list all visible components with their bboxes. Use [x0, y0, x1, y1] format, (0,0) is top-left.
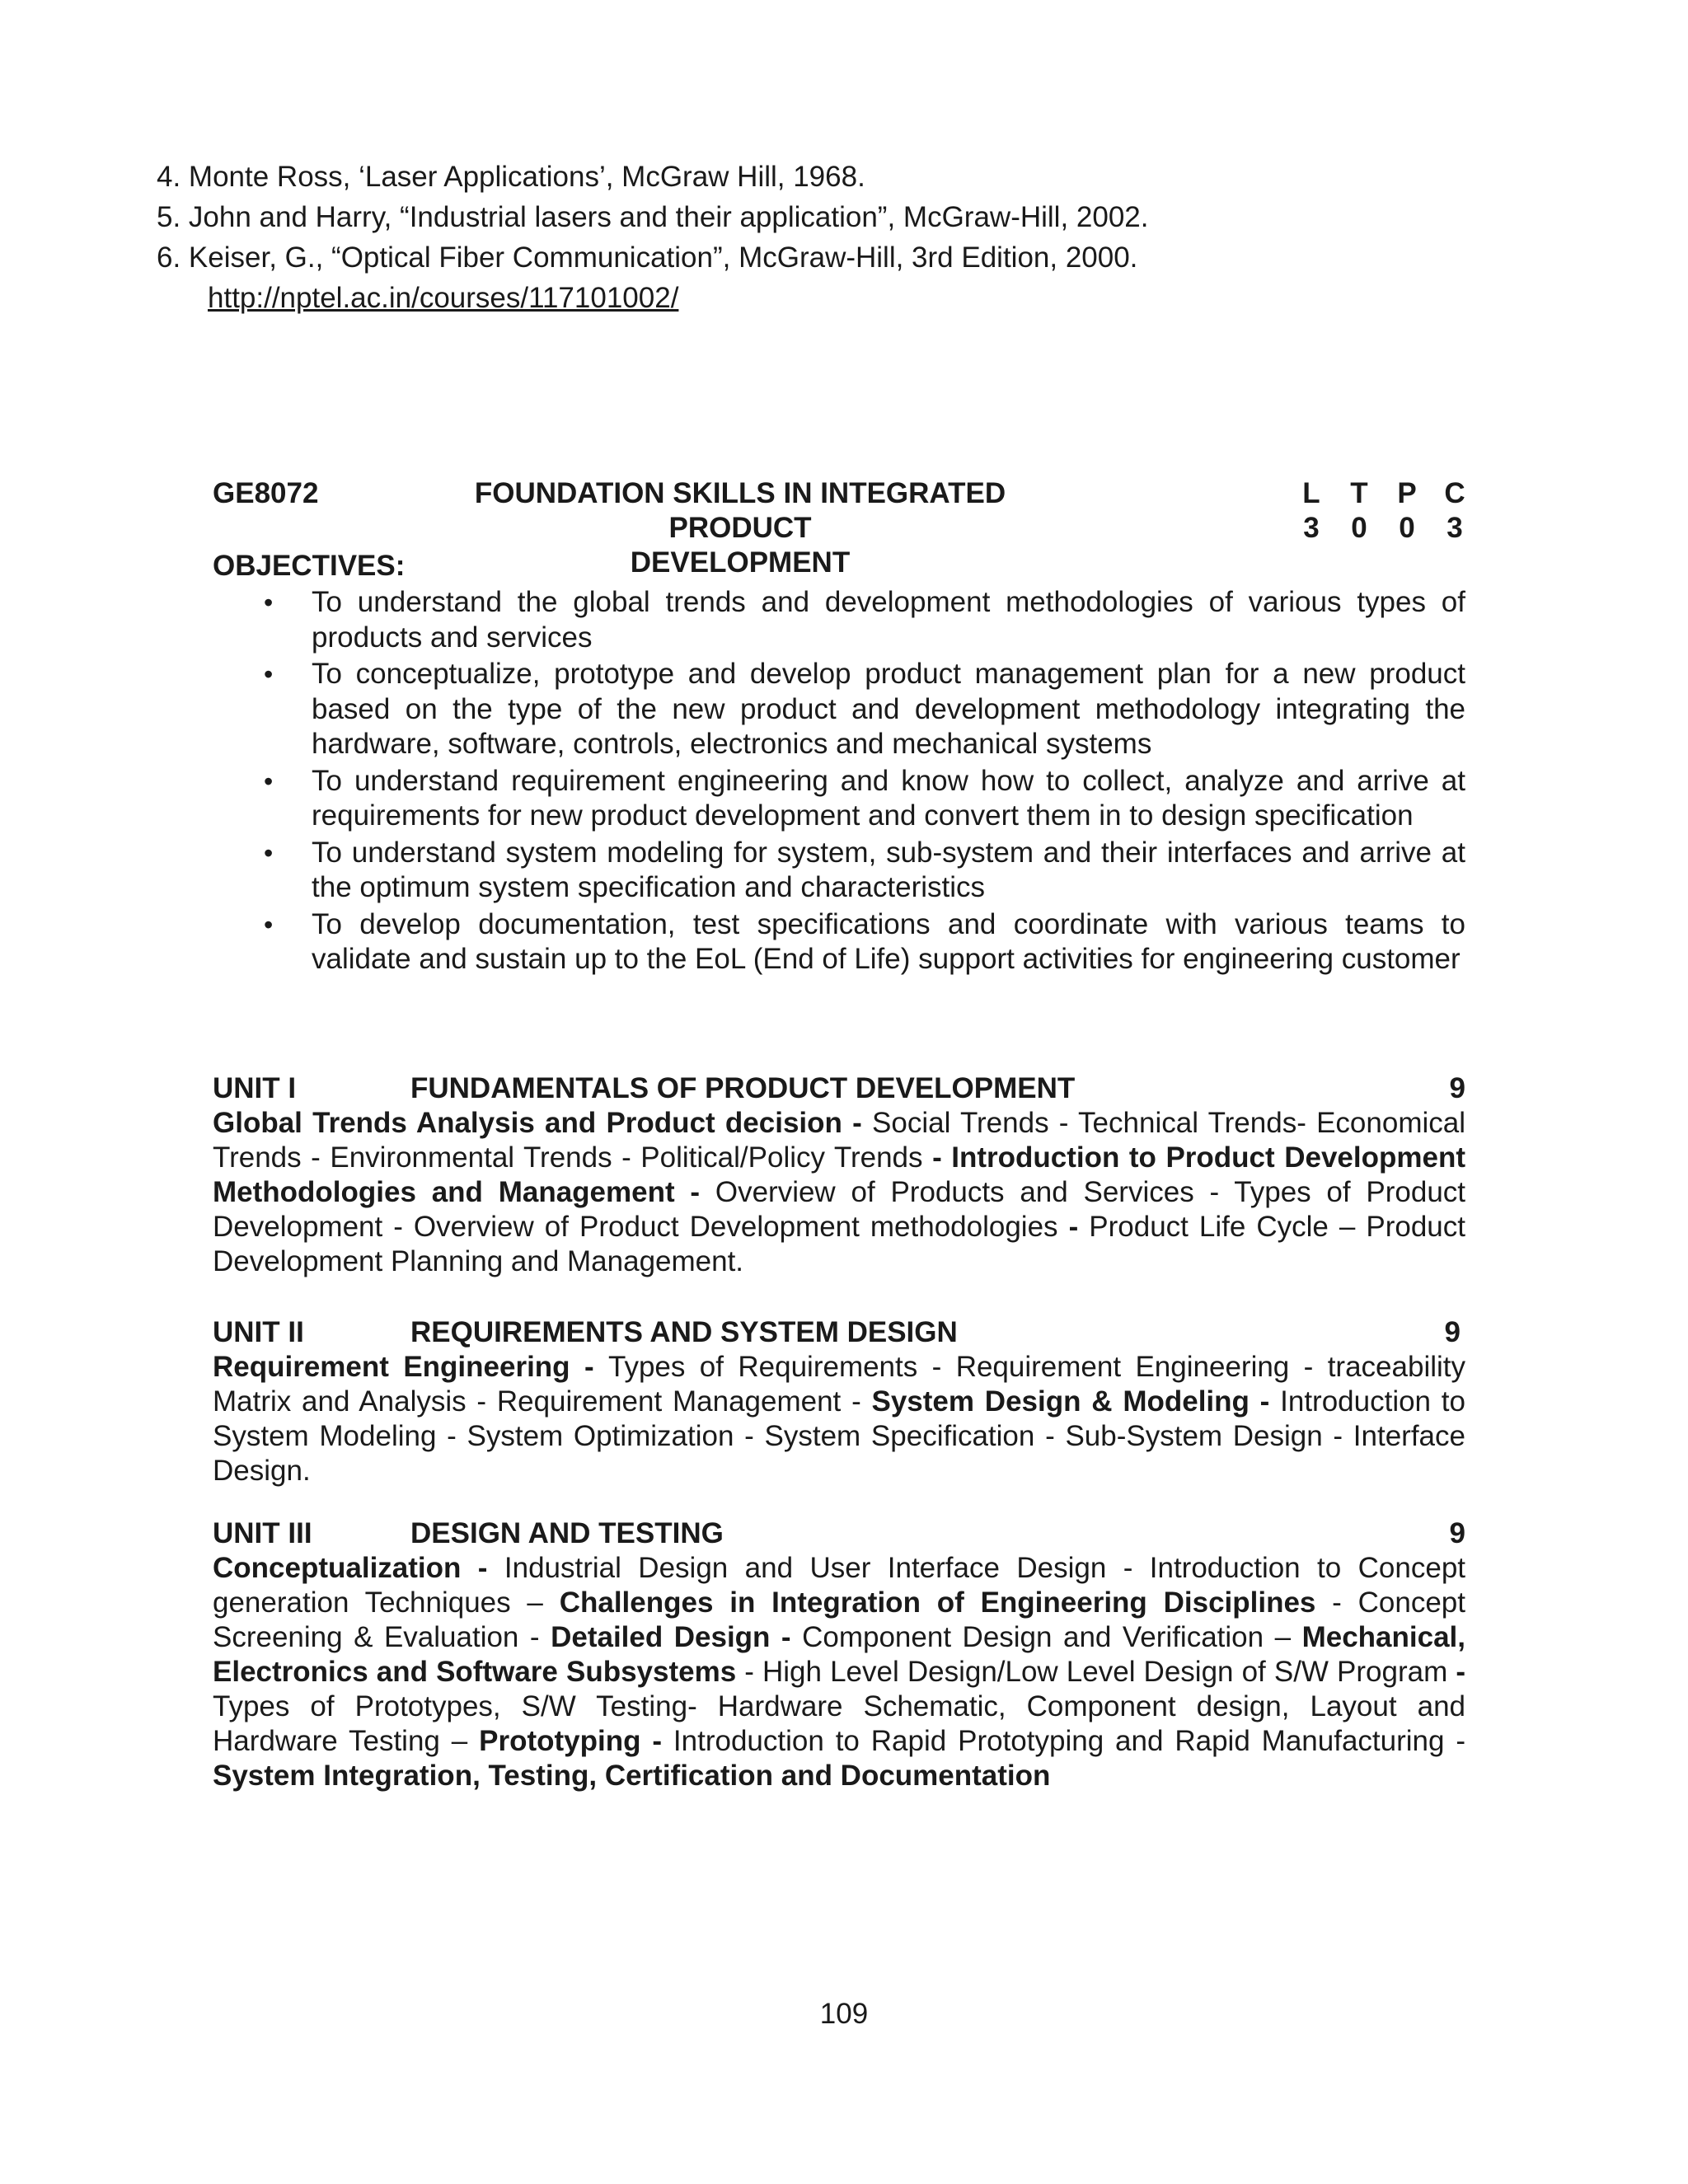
topic-heading: Global Trends Analysis and Product decision - [213, 1107, 873, 1139]
reference-item: 4. Monte Ross, ‘Laser Applications’, McGraw Hill, 1968. [157, 161, 865, 193]
ltpc-label-t: T [1350, 477, 1368, 509]
unit-1-header [213, 1071, 1465, 1106]
topic-heading: Detailed Design - [551, 1621, 803, 1653]
unit-2-body [213, 1350, 1465, 1488]
topic-heading: System Integration, Testing, Certification and Documentation [213, 1760, 1051, 1792]
unit-hours: 9 [1449, 1517, 1465, 1549]
objective-item: • To develop documentation, test specifications and coordinate with various teams to validate and sustain up to the EoL (End of Life) support activities for engineering customer [312, 907, 1465, 977]
topic-text: Types of Requirements - Requirement Engineering - traceability Matrix and Analysis - Requirement Management - [213, 1351, 1466, 1418]
ltpc-value-l: 3 [1303, 512, 1320, 544]
topic-heading: Challenges in Integration of Engineering Disciplines [559, 1586, 1316, 1619]
ltpc-value-c: 3 [1447, 512, 1463, 544]
topic-text: Social Trends - Technical Trends- Economical Trends - Environmental Trends - Political/Policy Trends [213, 1107, 1465, 1174]
objective-item: • To conceptualize, prototype and develop product management plan for a new product based on the type of the new product and development methodology integrating the hardware, software, controls, electronics and mechanical systems [312, 657, 1465, 762]
topic-text: - Concept Screening & Evaluation - [213, 1586, 1465, 1653]
topic-heading: Conceptualization - [213, 1552, 504, 1584]
unit-number: UNIT I [213, 1072, 297, 1104]
reference-item: 6. Keiser, G., “Optical Fiber Communication”, McGraw-Hill, 3rd Edition, 2000. [157, 241, 1138, 274]
ltpc-table [1287, 476, 1479, 546]
unit-1 [213, 1071, 1465, 1279]
objectives-list [312, 585, 1465, 979]
ltpc-label-l: L [1302, 477, 1320, 509]
topic-text: Industrial Design and User Interface Design - Introduction to Concept generation Techniques – [213, 1552, 1466, 1619]
topic-text: Overview of Products and Services - Types of Product Development - Overview of Product Development methodologies [213, 1176, 1466, 1243]
unit-2 [213, 1315, 1465, 1488]
reference-item: 5. John and Harry, “Industrial lasers and their application”, McGraw-Hill, 2002. [157, 201, 1149, 233]
reference-link[interactable]: http://nptel.ac.in/courses/117101002/ [208, 282, 679, 314]
topic-text: Types of Prototypes, S/W Testing- Hardware Schematic, Component design, Layout and Hardware Testing – [213, 1690, 1465, 1757]
unit-3-header [213, 1516, 1465, 1551]
objective-item: • To understand system modeling for system, sub-system and their interfaces and arrive at the optimum system specification and characteristics [312, 836, 1465, 906]
unit-1-body [213, 1106, 1465, 1279]
objective-item: • To understand the global trends and development methodologies of various types of products and services [312, 585, 1465, 655]
topic-heading: Prototyping - [479, 1725, 673, 1757]
page-number: 109 [819, 1998, 869, 2030]
topic-text: - High Level Design/Low Level Design of S/W Program [736, 1656, 1456, 1688]
topic-text: Introduction to System Modeling - System Optimization - System Specification - Sub-System Design - Interface Design. [213, 1385, 1465, 1487]
unit-2-header [213, 1315, 1465, 1350]
ltpc-value-t: 0 [1351, 512, 1367, 544]
ltpc-label-p: P [1397, 477, 1417, 509]
course-title-line2: DEVELOPMENT [630, 546, 851, 579]
objectives-heading: OBJECTIVES: [213, 550, 406, 582]
topic-text: Component Design and Verification – [802, 1621, 1302, 1653]
unit-title: FUNDAMENTALS OF PRODUCT DEVELOPMENT [410, 1072, 1076, 1104]
unit-number: UNIT III [213, 1517, 312, 1549]
course-title [443, 476, 1037, 580]
unit-hours: 9 [1449, 1072, 1465, 1104]
topic-heading: - [1068, 1211, 1090, 1243]
topic-heading: - [1456, 1656, 1465, 1688]
reference-list [157, 157, 1475, 318]
unit-number: UNIT II [213, 1316, 304, 1348]
course-code: GE8072 [213, 477, 319, 509]
topic-text: Introduction to Rapid Prototyping and Rapid Manufacturing - [673, 1725, 1466, 1757]
objective-item: • To understand requirement engineering and know how to collect, analyze and arrive at requirements for new product development and convert them in to design specification [312, 764, 1465, 834]
ltpc-value-p: 0 [1399, 512, 1415, 544]
unit-hours: 9 [1444, 1316, 1461, 1348]
topic-text: Product Life Cycle – Product Development Planning and Management. [213, 1211, 1465, 1277]
topic-heading: - Introduction to Product Development Methodologies and Management - [213, 1141, 1465, 1208]
ltpc-label-c: C [1444, 477, 1465, 509]
topic-heading: System Design & Modeling - [871, 1385, 1281, 1418]
topic-heading: Requirement Engineering - [213, 1351, 609, 1383]
unit-title: REQUIREMENTS AND SYSTEM DESIGN [410, 1316, 958, 1348]
topic-heading: Mechanical, Electronics and Software Subsystems [213, 1621, 1465, 1688]
unit-3 [213, 1516, 1465, 1793]
course-title-line1: FOUNDATION SKILLS IN INTEGRATED PRODUCT [474, 477, 1006, 544]
unit-3-body [213, 1551, 1465, 1793]
unit-title: DESIGN AND TESTING [410, 1517, 724, 1549]
